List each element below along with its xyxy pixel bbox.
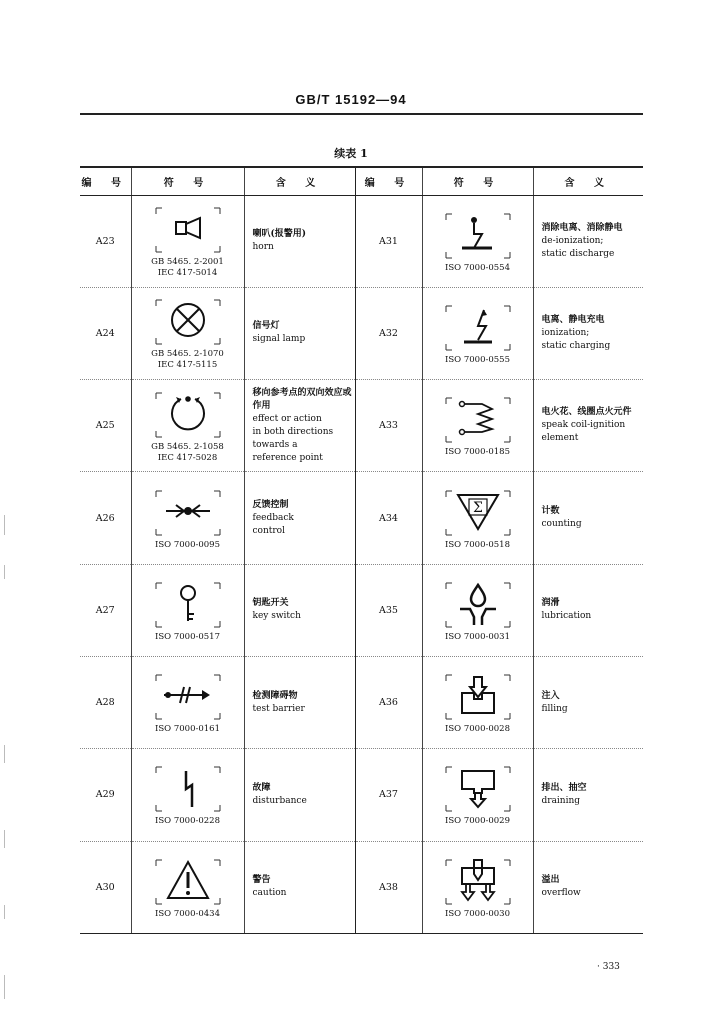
caution-icon: [148, 856, 228, 908]
symbol-source: IEC 417-5115: [157, 360, 218, 371]
meaning-cell: [244, 564, 355, 656]
standard-header: GB/T 15192—94: [295, 92, 407, 107]
symbol-cell: [422, 564, 533, 656]
lubrication-icon: [438, 579, 518, 631]
meaning-cell: [244, 380, 355, 472]
symbol-source: ISO 7000-0517: [155, 631, 220, 642]
symbol-code: A30: [80, 841, 131, 933]
col-header-meaning: 含 义: [244, 167, 355, 195]
meaning-cell: [244, 287, 355, 379]
meaning-english: towards a: [252, 439, 298, 450]
symbol-source: ISO 7000-0434: [155, 908, 220, 919]
bidirectional-effect-icon: [148, 389, 228, 441]
meaning-chinese: 钥匙开关: [252, 598, 289, 609]
svg-text:Σ: Σ: [472, 499, 483, 516]
meaning-english: caution: [252, 888, 287, 899]
meaning-cell: [533, 380, 643, 472]
meaning-english: filling: [541, 703, 568, 714]
meaning-english: effect or action: [252, 413, 322, 424]
meaning-cell: [244, 749, 355, 841]
symbol-code: A32: [355, 287, 422, 379]
margin-mark: [4, 565, 5, 579]
symbol-source: ISO 7000-0228: [155, 816, 220, 827]
symbol-code: A35: [355, 564, 422, 656]
meaning-cell: [533, 749, 643, 841]
meaning-english: de-ionization;: [541, 235, 604, 246]
meaning-chinese: 注入: [541, 690, 560, 701]
meaning-cell: [244, 472, 355, 564]
symbol-code: A34: [355, 472, 422, 564]
symbol-cell: [131, 656, 244, 748]
ionization-icon: [464, 310, 492, 342]
symbol-code: A27: [80, 564, 131, 656]
symbol-code: A38: [355, 841, 422, 933]
margin-mark: [4, 745, 5, 763]
symbol-cell: [131, 564, 244, 656]
meaning-cell: [533, 472, 643, 564]
meaning-chinese: 反馈控制: [252, 499, 289, 510]
symbol-source: ISO 7000-0029: [445, 816, 510, 827]
meaning-cell: [533, 195, 643, 287]
meaning-english: key switch: [252, 611, 301, 622]
symbol-source: GB 5465. 2-1070: [151, 349, 224, 360]
symbol-cell: [422, 195, 533, 287]
symbol-source: ISO 7000-0554: [445, 262, 510, 273]
symbol-source: IEC 417-5014: [157, 268, 218, 279]
symbol-source: ISO 7000-0161: [155, 724, 220, 735]
symbol-table: [80, 166, 643, 934]
table-caption: 续表 1: [334, 147, 368, 160]
meaning-chinese: 排出、抽空: [541, 782, 587, 793]
meaning-english: ionization;: [541, 327, 590, 338]
symbol-source: IEC 417-5028: [157, 452, 218, 463]
symbol-code: A26: [80, 472, 131, 564]
symbol-source: ISO 7000-0185: [445, 447, 510, 458]
meaning-english: static charging: [541, 340, 611, 351]
table-row: [80, 472, 643, 564]
meaning-chinese: 消除电离、消除静电: [541, 222, 623, 233]
filling-icon: [462, 677, 494, 713]
meaning-chinese: 故障: [252, 782, 271, 793]
spark-coil-icon: [459, 402, 492, 435]
meaning-english: in both directions: [252, 426, 334, 437]
meaning-chinese: 润滑: [541, 598, 560, 609]
meaning-english: feedback: [252, 512, 294, 523]
filling-icon: [438, 671, 518, 723]
meaning-cell: [533, 287, 643, 379]
symbol-cell: [131, 749, 244, 841]
table-row: [80, 287, 643, 379]
overflow-icon: [438, 856, 518, 908]
meaning-english: test barrier: [252, 703, 305, 714]
symbol-code: A36: [355, 656, 422, 748]
meaning-cell: [244, 656, 355, 748]
table-header-row: [80, 167, 643, 195]
meaning-english: disturbance: [252, 795, 307, 806]
signal-lamp-icon: [148, 296, 228, 348]
feedback-control-icon: [166, 505, 210, 517]
symbol-code: A33: [355, 380, 422, 472]
test-barrier-icon: [148, 671, 228, 723]
meaning-english: control: [252, 525, 285, 536]
meaning-english: draining: [541, 795, 581, 806]
table-row: [80, 380, 643, 472]
de-ionization-icon: [438, 210, 518, 262]
overflow-icon: [462, 860, 494, 900]
symbol-cell: [131, 287, 244, 379]
col-header-code: 编 号: [355, 167, 422, 195]
symbol-cell: [131, 841, 244, 933]
symbol-source: ISO 7000-0518: [445, 539, 510, 550]
key-switch-icon: [181, 586, 195, 621]
ionization-icon: [438, 302, 518, 354]
meaning-cell: [533, 841, 643, 933]
meaning-english: static discharge: [541, 248, 615, 259]
meaning-english: signal lamp: [252, 334, 306, 345]
table-row: [80, 564, 643, 656]
meaning-cell: [533, 564, 643, 656]
symbol-cell: [422, 380, 533, 472]
col-header-code: 编 号: [80, 167, 131, 195]
symbol-code: A25: [80, 380, 131, 472]
header-rule: [80, 113, 643, 115]
bidirectional-effect-icon: [172, 396, 204, 429]
meaning-english: horn: [252, 242, 274, 253]
meaning-english: lubrication: [541, 611, 592, 622]
meaning-chinese: 信号灯: [252, 321, 280, 332]
symbol-code: A24: [80, 287, 131, 379]
lubrication-icon: [460, 585, 496, 625]
margin-mark: [4, 830, 5, 848]
table-row: [80, 749, 643, 841]
disturbance-icon: [186, 771, 192, 807]
symbol-code: A29: [80, 749, 131, 841]
symbol-source: ISO 7000-0028: [445, 724, 510, 735]
spark-coil-icon: [438, 394, 518, 446]
signal-lamp-icon: [172, 304, 204, 336]
margin-mark: [4, 515, 5, 535]
draining-icon: [462, 771, 494, 807]
meaning-chinese: 移向参考点的双向效应或作用: [252, 387, 352, 411]
feedback-control-icon: [148, 487, 228, 539]
disturbance-icon: [148, 763, 228, 815]
table-row: [80, 656, 643, 748]
symbol-code: A31: [355, 195, 422, 287]
meaning-chinese: 电火花、线圈点火元件: [541, 407, 632, 418]
meaning-english: counting: [541, 519, 582, 530]
meaning-english: reference point: [252, 452, 323, 463]
symbol-cell: [131, 472, 244, 564]
meaning-chinese: 电离、静电充电: [541, 314, 605, 325]
meaning-chinese: 溢出: [541, 875, 560, 886]
symbol-source: GB 5465. 2-1058: [151, 441, 224, 452]
meaning-chinese: 警告: [252, 875, 271, 886]
counting-icon: [458, 495, 498, 529]
symbol-code: A28: [80, 656, 131, 748]
meaning-english: speak coil-ignition: [541, 420, 626, 431]
symbol-source: ISO 7000-0555: [445, 354, 510, 365]
horn-icon: [176, 218, 200, 238]
symbol-cell: [422, 749, 533, 841]
counting-icon: [438, 487, 518, 539]
meaning-cell: [244, 841, 355, 933]
meaning-chinese: 检测障碍物: [252, 690, 298, 701]
meaning-cell: [244, 195, 355, 287]
symbol-cell: [131, 195, 244, 287]
test-barrier-icon: [164, 687, 210, 703]
de-ionization-icon: [462, 217, 492, 248]
meaning-chinese: 喇叭(报警用): [252, 229, 307, 240]
symbol-cell: [422, 287, 533, 379]
caution-icon: [168, 862, 208, 898]
meaning-english: element: [541, 433, 579, 444]
table-row: [80, 195, 643, 287]
key-switch-icon: [148, 579, 228, 631]
col-header-symbol: 符 号: [422, 167, 533, 195]
symbol-source: ISO 7000-0030: [445, 908, 510, 919]
horn-icon: [148, 204, 228, 256]
symbol-cell: [422, 841, 533, 933]
margin-mark: [4, 905, 5, 919]
page-number: · 333: [597, 962, 620, 972]
col-header-symbol: 符 号: [131, 167, 244, 195]
meaning-cell: [533, 656, 643, 748]
symbol-code: A23: [80, 195, 131, 287]
symbol-source: GB 5465. 2-2001: [151, 257, 224, 268]
col-header-meaning: 含 义: [533, 167, 643, 195]
symbol-code: A37: [355, 749, 422, 841]
symbol-source: ISO 7000-0095: [155, 539, 220, 550]
meaning-chinese: 计数: [541, 506, 560, 517]
draining-icon: [438, 763, 518, 815]
meaning-english: overflow: [541, 888, 581, 899]
symbol-cell: [422, 472, 533, 564]
symbol-source: ISO 7000-0031: [445, 631, 510, 642]
symbol-cell: [422, 656, 533, 748]
symbol-cell: [131, 380, 244, 472]
margin-mark: [4, 975, 5, 999]
table-row: [80, 841, 643, 933]
